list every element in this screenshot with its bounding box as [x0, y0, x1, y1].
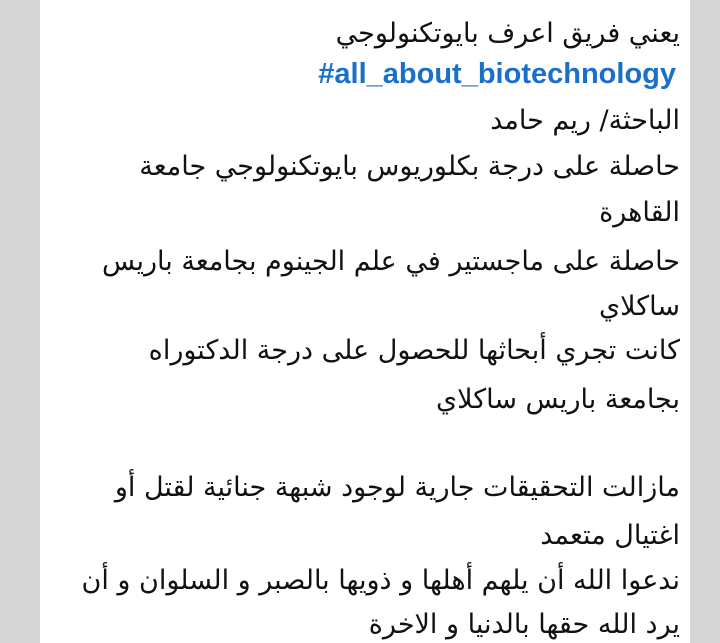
post-line: الباحثة/ ريم حامد	[490, 105, 680, 136]
post-line: اغتيال متعمد	[540, 520, 680, 551]
hashtag-link[interactable]: #all_about_biotechnology	[318, 58, 676, 90]
post-line: يعني فريق اعرف بايوتكنولوجي	[335, 18, 680, 49]
post-line: مازالت التحقيقات جارية لوجود شبهة جنائية لقتل أو	[114, 472, 680, 503]
post-line: القاهرة	[599, 197, 680, 228]
post-line: كانت تجري أبحاثها للحصول على درجة الدكتوراه	[148, 335, 680, 366]
post-line: حاصلة على ماجستير في علم الجينوم بجامعة باريس	[102, 246, 680, 277]
post-line: حاصلة على درجة بكلوريوس بايوتكنولوجي جامعة	[139, 151, 680, 182]
post-line: بجامعة باريس ساكلاي	[436, 384, 680, 415]
post-card	[40, 0, 690, 643]
post-line: ساكلاي	[599, 291, 680, 322]
post-line: ندعوا الله أن يلهم أهلها و ذويها بالصبر و السلوان و أن	[81, 565, 680, 596]
post-line: يرد الله حقها بالدنيا و الاخرة	[368, 609, 680, 640]
